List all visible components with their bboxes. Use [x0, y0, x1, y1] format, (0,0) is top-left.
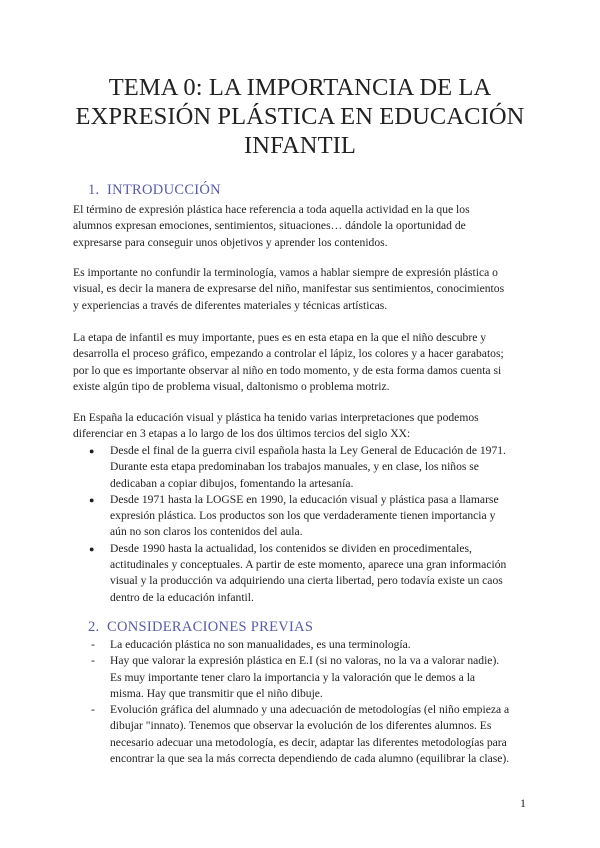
bullet-icon: ● — [89, 494, 95, 505]
list-item — [73, 492, 535, 541]
text-line: actitudinales y conceptuales. A partir de este momento, aparece una gran información — [110, 558, 507, 572]
title-line: TEMA 0: LA IMPORTANCIA DE LA — [108, 74, 492, 101]
paragraph — [73, 202, 535, 251]
text-line: Hay que valorar la expresión plástica en E.I (si no valoras, no la va a valorar nadie). — [110, 654, 500, 668]
text-line: Es importante no confundir la terminología, vamos a hablar siempre de expresión plástica o — [73, 266, 498, 279]
text-line: diferenciar en 3 etapas a lo largo de los dos últimos tercios del siglo XX: — [73, 427, 411, 441]
text-line: La etapa de infantil es muy importante, pues es en esta etapa en la que el niño descubre y — [73, 331, 487, 344]
title-line: EXPRESIÓN PLÁSTICA EN EDUCACIÓN — [75, 103, 525, 130]
text-line: alumnos expresan emociones, sentimientos, situaciones… dándole la oportunidad de — [73, 219, 466, 233]
text-line: misma. Hay que transmitir que el niño dibuje. — [110, 686, 323, 700]
section-title: INTRODUCCIÓN — [107, 182, 221, 198]
paragraph — [73, 330, 535, 395]
list-item — [73, 653, 535, 702]
text-line: aún no son claros los contenidos del aula. — [110, 525, 303, 539]
text-line: visual, es decir la manera de expresarse del niño, manifestar sus sentimientos, conocimientos — [73, 282, 505, 296]
section-title: CONSIDERACIONES PREVIAS — [107, 619, 314, 635]
dash-marker: - — [91, 654, 95, 668]
text-line: El término de expresión plástica hace referencia a toda aquella actividad en la que los — [73, 203, 470, 216]
text-line: expresarse para conseguir unos objetivos y aprender los contenidos. — [73, 235, 388, 249]
text-line: dentro de la educación infantil. — [110, 590, 254, 604]
bullet-list — [73, 443, 535, 606]
text-line: Desde 1990 hasta la actualidad, los contenidos se dividen en procedimentales, — [110, 541, 472, 555]
text-line: dedicaban a copiar dibujos, fomentando la artesanía. — [110, 476, 354, 490]
text-line: necesario adecuar una metodología, es decir, adaptar las diferentes metodologías para — [110, 735, 507, 749]
text-line: dibujar "innato). Tenemos que observar la evolución de los diferentes alumnos. Es — [110, 719, 492, 733]
text-line: encontrar la que sea la más correcta dependiendo de cada alumno (equilibrar la clase). — [110, 752, 510, 766]
text-line: Evolución gráfica del alumnado y una adecuación de metodologías (el niño empieza a — [110, 703, 510, 717]
text-line: Desde 1971 hasta la LOGSE en 1990, la educación visual y plástica pasa a llamarse — [110, 492, 499, 506]
paragraph — [73, 265, 535, 314]
bullet-icon: ● — [89, 543, 95, 554]
text-line: existe algún tipo de problema visual, daltonismo o problema motriz. — [73, 379, 390, 393]
title-line: INFANTIL — [244, 132, 356, 159]
text-line: y experiencias a través de diferentes materiales y técnicas artísticas. — [73, 298, 388, 312]
text-line: Es muy importante tener claro la importancia y la valoración que le demos a la — [110, 670, 476, 684]
text-line: expresión plástica. Los productos son los que verdaderamente tienen importancia y — [110, 509, 496, 523]
paragraph — [73, 410, 535, 443]
text-line: desarrolla el proceso gráfico, empezando a controlar el lápiz, los colores y a hacer garabatos; — [73, 347, 504, 361]
section-number: 1. — [88, 182, 100, 198]
document-title — [50, 73, 550, 160]
bullet-icon: ● — [89, 446, 95, 456]
dash-marker: - — [91, 638, 95, 651]
text-line: En España la educación visual y plástica ha tenido varias interpretaciones que podemos — [73, 411, 479, 424]
list-item — [73, 443, 535, 492]
page-number: 1 — [520, 796, 526, 810]
section-number: 2. — [88, 619, 100, 635]
text-line: La educación plástica no son manualidades, es una terminología. — [110, 638, 411, 651]
text-line: Durante esta etapa predominaban los trabajos manuales, y en clase, los niños se — [110, 460, 479, 474]
list-item — [73, 637, 535, 653]
text-line: Desde el final de la guerra civil española hasta la Ley General de Educación de 1971. — [110, 444, 506, 457]
list-item — [73, 541, 535, 606]
list-item — [73, 702, 535, 767]
text-line: visual y la producción va adquiriendo una cierta libertad, pero todavía existe un caos — [110, 574, 503, 588]
text-line: por lo que es importante observar al niño en todo momento, y de esta forma damos cuenta si — [73, 363, 502, 377]
section-heading-introduccion — [88, 182, 221, 199]
dash-marker: - — [91, 703, 95, 717]
dash-list — [73, 637, 535, 767]
section-heading-consideraciones — [88, 619, 313, 636]
